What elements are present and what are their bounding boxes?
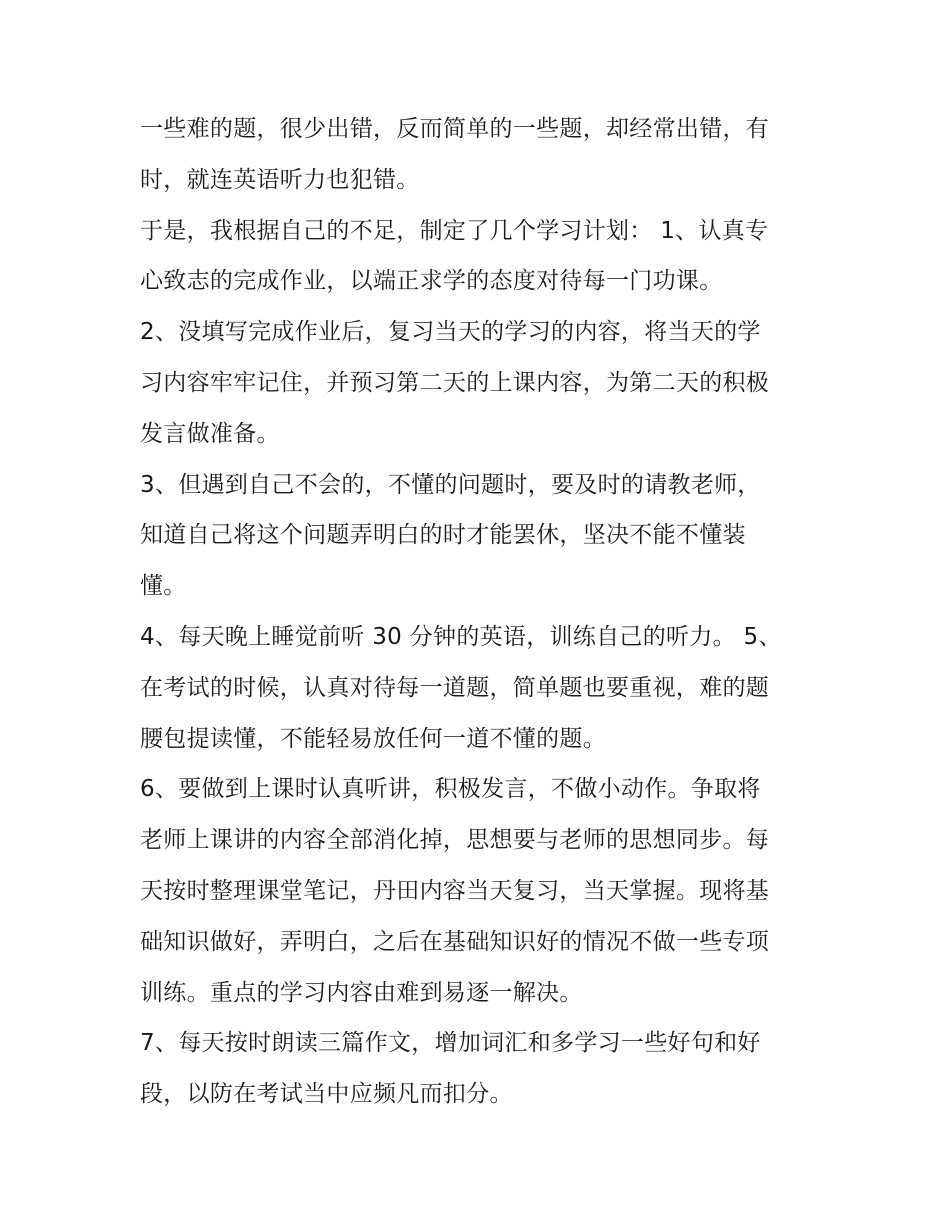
text-line: 础知识做好，弄明白，之后在基础知识好的情况不做一些专项 [140,928,770,955]
text-line: 段，以防在考试当中应频凡而扣分。 [140,1081,513,1108]
text-line: 2、没填写完成作业后，复习当天的学习的内容，将当天的学 [140,319,761,346]
text-line: 知道自己将这个问题弄明白的时才能罢休，坚决不能不懂装 [140,522,746,549]
text-line: 一些难的题，很少出错，反而简单的一些题，却经常出错，有 [140,116,770,142]
text-line: 训练。重点的学习内容由难到易逐一解决。 [140,979,583,1006]
text-line: 老师上课讲的内容全部消化掉，思想要与老师的思想同步。每 [140,827,770,854]
text-line: 6、要做到上课时认真听讲，积极发言，不做小动作。争取将 [140,776,761,803]
text-line: 发言做准备。 [140,420,280,447]
paragraph-6 [140,764,820,1018]
text-line: 天按时整理课堂笔记，丹田内容当天复习，当天掌握。现将基 [140,877,770,904]
text-line: 时，就连英语听力也犯错。 [140,166,420,193]
text-line: 4、每天晚上睡觉前听 30 分钟的英语，训练自己的听力。 5、 [140,623,782,650]
text-line: 腰包提读懂，不能轻易放任何一道不懂的题。 [140,725,606,752]
text-line: 习内容牢牢记住，并预习第二天的上课内容，为第二天的积极 [140,369,770,396]
text-line: 于是，我根据自己的不足，制定了几个学习计划： 1、认真专 [140,217,769,244]
paragraph-1 [140,104,820,206]
document-body [140,104,820,1120]
text-line: 3、但遇到自己不会的，不懂的问题时，要及时的请教老师， [140,471,761,498]
paragraph-2 [140,206,820,308]
paragraph-5 [140,612,820,764]
text-line: 心致志的完成作业，以端正求学的态度对待每一门功课。 [140,268,723,295]
paragraph-7 [140,1018,820,1120]
paragraph-4 [140,460,820,612]
text-line: 懂。 [140,573,187,600]
text-line: 在考试的时候，认真对待每一道题，简单题也要重视，难的题 [140,674,770,701]
text-line: 7、每天按时朗读三篇作文，增加词汇和多学习一些好句和好 [140,1030,761,1057]
paragraph-3 [140,307,820,459]
